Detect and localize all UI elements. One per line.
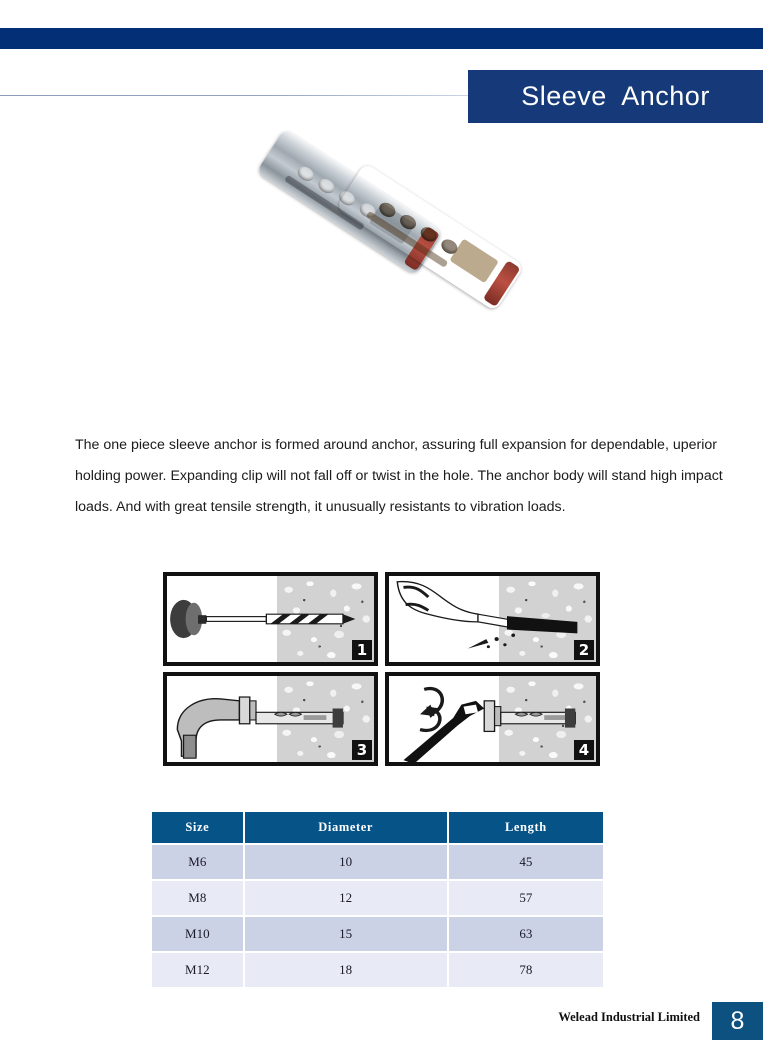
footer-company-name: Welead Industrial Limited	[558, 1010, 700, 1024]
hammer-illustration	[167, 676, 374, 762]
table-row	[152, 917, 603, 951]
step-number: 2	[574, 640, 594, 660]
cell-diameter: 12	[245, 881, 447, 915]
page-title-box	[468, 70, 763, 123]
table-row	[152, 881, 603, 915]
cell-diameter: 18	[245, 953, 447, 987]
table-row	[152, 953, 603, 987]
step-number: 4	[574, 740, 594, 760]
cell-diameter: 10	[245, 845, 447, 879]
expansion-hole	[316, 176, 337, 196]
cell-diameter: 15	[245, 917, 447, 951]
step-number: 3	[352, 740, 372, 760]
page-title: Sleeve Anchor	[521, 81, 710, 111]
cell-length: 78	[449, 953, 603, 987]
table-header-row	[152, 812, 603, 843]
cell-size: M8	[152, 881, 243, 915]
table-row	[152, 845, 603, 879]
page-number: 8	[730, 1006, 745, 1035]
cell-size: M6	[152, 845, 243, 879]
installation-diagram	[163, 572, 600, 766]
product-photo	[243, 158, 543, 383]
column-header-size: Size	[152, 812, 243, 843]
expansion-hole	[418, 224, 439, 244]
cell-size: M10	[152, 917, 243, 951]
expansion-hole	[397, 212, 418, 232]
step-number: 1	[352, 640, 372, 660]
page-number-box	[712, 1002, 763, 1040]
wrench-illustration	[389, 676, 596, 762]
install-step-panel-1	[163, 572, 378, 666]
cell-length: 57	[449, 881, 603, 915]
column-header-diameter: Diameter	[245, 812, 447, 843]
specification-table	[150, 810, 605, 989]
brush-cleaning-illustration	[389, 576, 596, 662]
install-step-panel-2	[385, 572, 600, 666]
product-description: The one piece sleeve anchor is formed around anchor, assuring full expansion for dependable, uperior holding power. Expanding clip will not fall off or twist in the hole. The anchor body will stand high impact loads. And with great tensile strength, it unusually resistants to vibration loads.	[75, 437, 723, 516]
drill-illustration	[167, 576, 374, 662]
cell-size: M12	[152, 953, 243, 987]
cell-length: 45	[449, 845, 603, 879]
header-divider-rule	[0, 95, 470, 96]
top-accent-bar	[0, 28, 763, 49]
cell-length: 63	[449, 917, 603, 951]
install-step-panel-4	[385, 672, 600, 766]
install-step-panel-3	[163, 672, 378, 766]
column-header-length: Length	[449, 812, 603, 843]
